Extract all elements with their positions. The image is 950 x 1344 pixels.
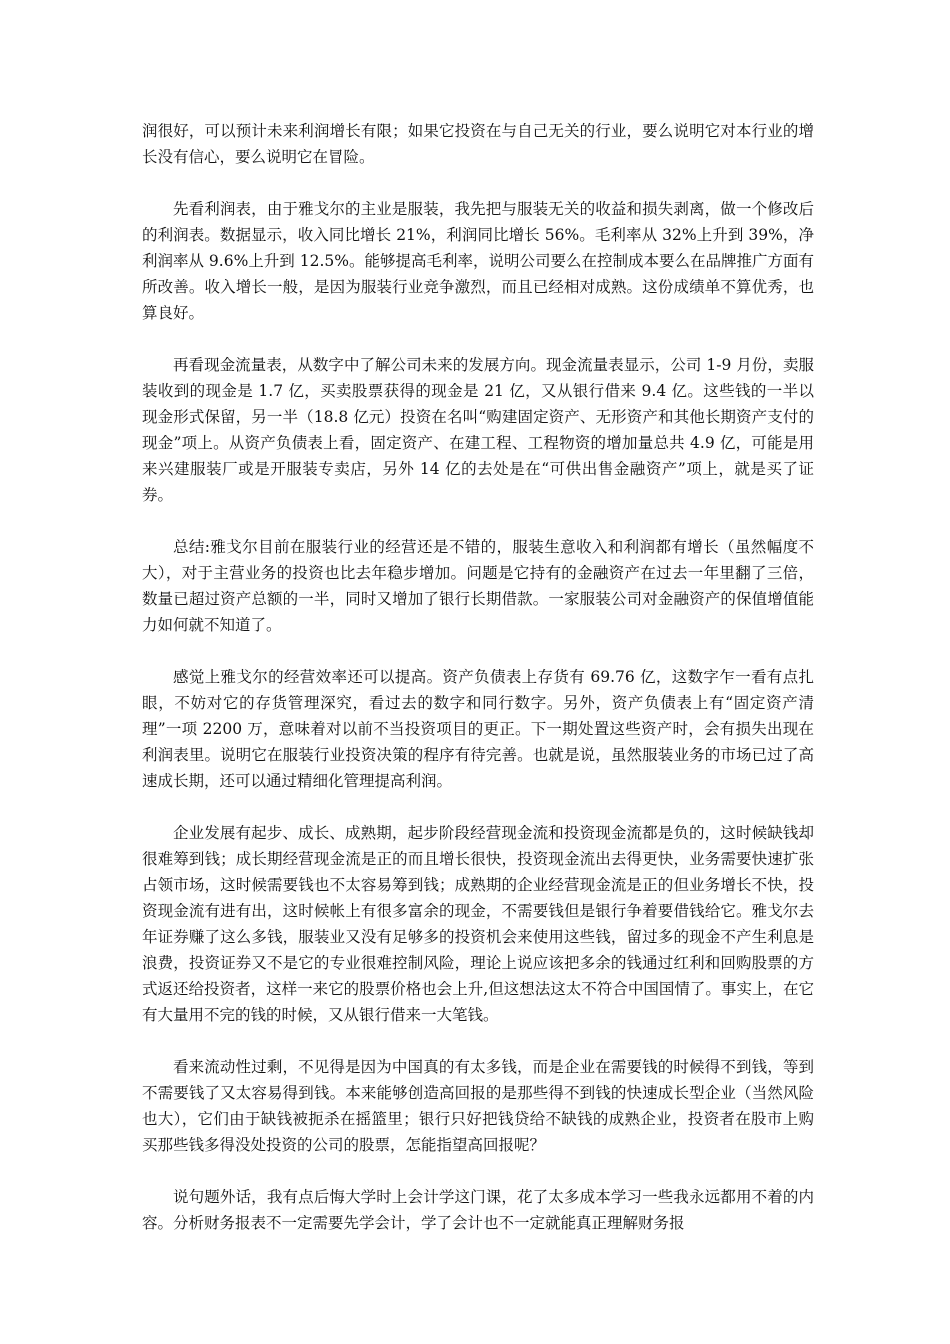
paragraph-4: 总结:雅戈尔目前在服装行业的经营还是不错的，服装生意收入和利润都有增长（虽然幅度不大），对于主营业务的投资也比去年稳步增加。问题是它持有的金融资产在过去一年里翻了三倍，数量已超过资产总额的一半，同时又增加了银行长期借款。一家服装公司对金融资产的保值增值能力如何就不知道了。 [142,538,814,634]
paragraph-6: 企业发展有起步、成长、成熟期，起步阶段经营现金流和投资现金流都是负的，这时候缺钱却很难筹到钱；成长期经营现金流是正的而且增长很快，投资现金流出去得更快，业务需要快速扩张占领市场，这时候需要钱也不太容易筹到钱；成熟期的企业经营现金流是正的但业务增长不快，投资现金流有进有出，这时候帐上有很多富余的现金，不需要钱但是银行争着要借钱给它。雅戈尔去年证券赚了这么多钱，服装业又没有足够多的投资机会来使用这些钱，留过多的现金不产生利息是浪费，投资证券又不是它的专业很难控制风险，理论上说应该把多余的钱通过红利和回购股票的方式返还给投资者，这样一来它的股票价格也会上升,但这想法这太不符合中国国情了。事实上，在它有大量用不完的钱的时候，又从银行借来一大笔钱。 [142,824,814,1024]
paragraph-1: 润很好，可以预计未来利润增长有限；如果它投资在与自己无关的行业，要么说明它对本行业的增长没有信心，要么说明它在冒险。 [142,122,814,166]
document-page [142,118,814,1236]
paragraph-3: 再看现金流量表，从数字中了解公司未来的发展方向。现金流量表显示，公司 1-9 月份，卖服装收到的现金是 1.7 亿，买卖股票获得的现金是 21 亿，又从银行借来 9.4 亿。这些钱的一半以现金形式保留，另一半（18.8 亿元）投资在名叫“购建固定资产、无形资产和其他长期资产支付的现金”项上。从资产负债表上看，固定资产、在建工程、工程物资的增加量总共 4.9 亿，可能是用来兴建服装厂或是开服装专卖店，另外 14 亿的去处是在“可供出售金融资产”项上，就是买了证券。 [142,356,814,504]
paragraph-5: 感觉上雅戈尔的经营效率还可以提高。资产负债表上存货有 69.76 亿，这数字乍一看有点扎眼，不妨对它的存货管理深究，看过去的数字和同行数字。另外，资产负债表上有“固定资产清理”一项 2200 万，意味着对以前不当投资项目的更正。下一期处置这些资产时，会有损失出现在利润表里。说明它在服装行业投资决策的程序有待完善。也就是说，虽然服装业务的市场已过了高速成长期，还可以通过精细化管理提高利润。 [142,668,814,790]
paragraph-8: 说句题外话，我有点后悔大学时上会计学这门课，花了太多成本学习一些我永远都用不着的内容。分析财务报表不一定需要先学会计，学了会计也不一定就能真正理解财务报 [142,1188,814,1232]
paragraph-2: 先看利润表，由于雅戈尔的主业是服装，我先把与服装无关的收益和损失剥离，做一个修改后的利润表。数据显示，收入同比增长 21%，利润同比增长 56%。毛利率从 32%上升到 39%，净利润率从 9.6%上升到 12.5%。能够提高毛利率，说明公司要么在控制成本要么在品牌推广方面有所改善。收入增长一般，是因为服装行业竞争激烈，而且已经相对成熟。这份成绩单不算优秀，也算良好。 [142,200,814,322]
paragraph-7: 看来流动性过剩，不见得是因为中国真的有太多钱，而是企业在需要钱的时候得不到钱，等到不需要钱了又太容易得到钱。本来能够创造高回报的是那些得不到钱的快速成长型企业（当然风险也大），它们由于缺钱被扼杀在摇篮里；银行只好把钱贷给不缺钱的成熟企业，投资者在股市上购买那些钱多得没处投资的公司的股票，怎能指望高回报呢？ [142,1058,814,1154]
